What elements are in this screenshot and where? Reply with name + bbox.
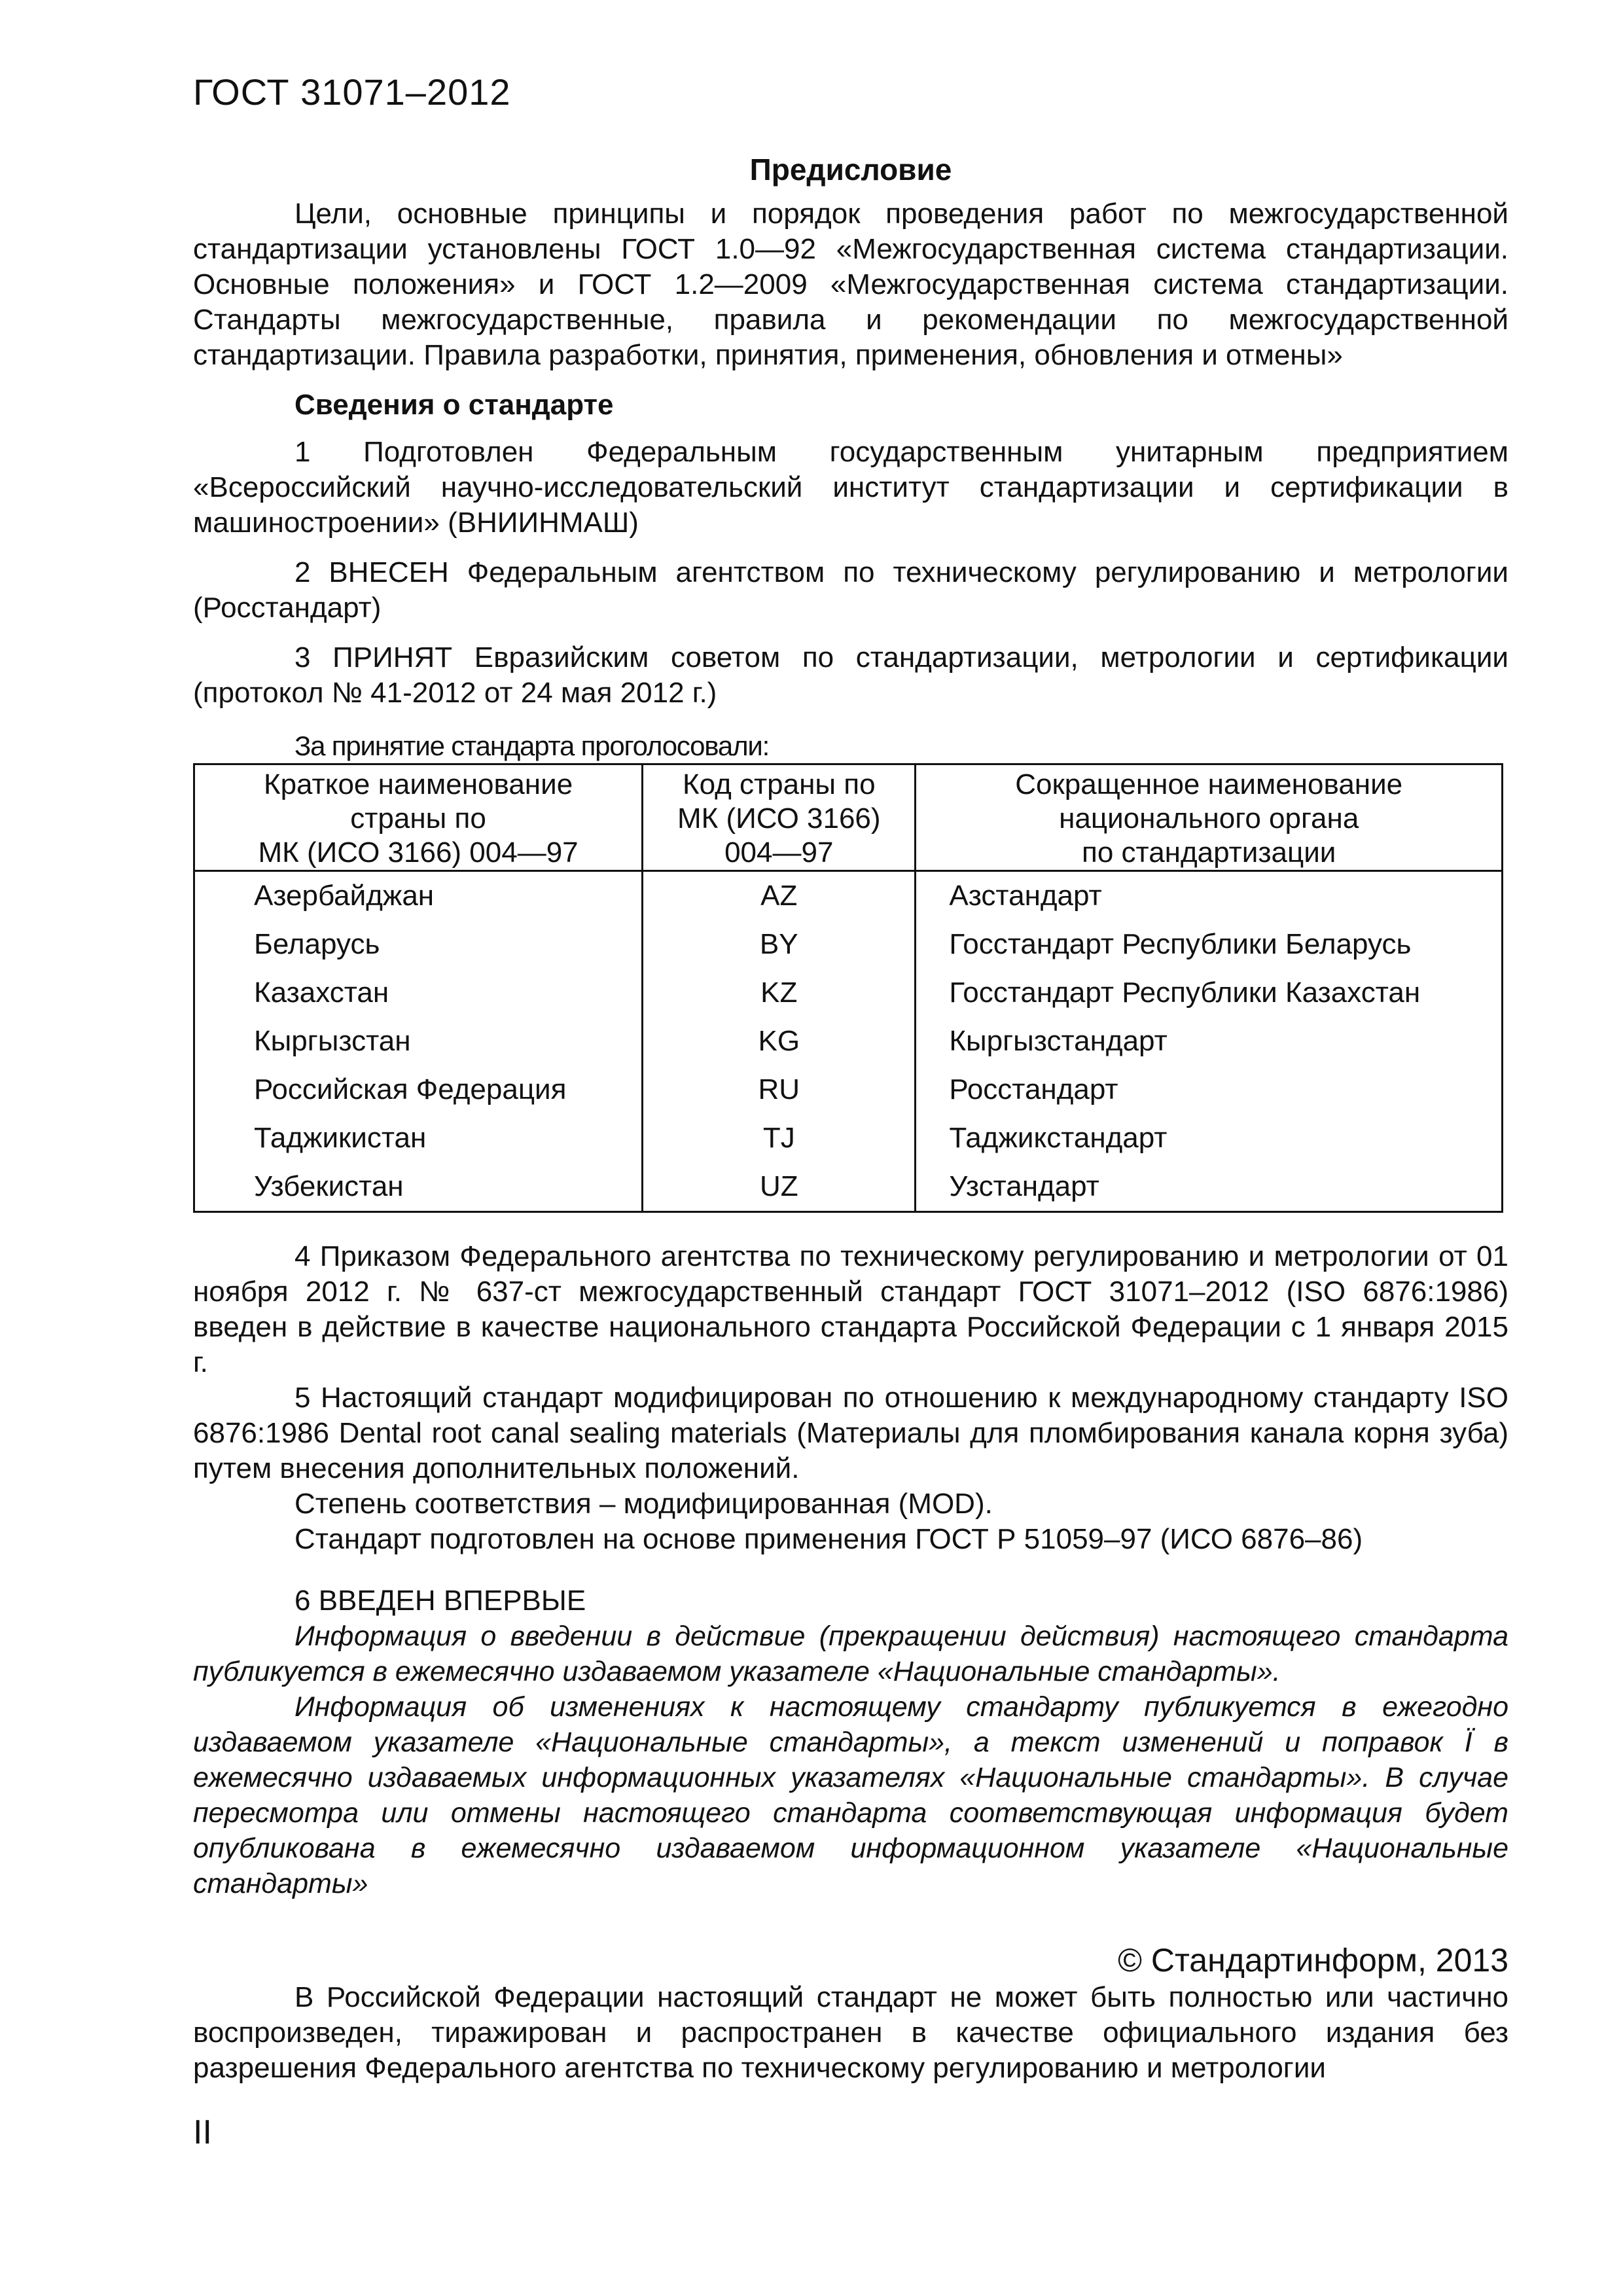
item-4-enactment: 4 Приказом Федерального агентства по техническому регулированию и метрологии от 01 ноября 2012 г. № 637-ст межгосударственный стандарт ГОСТ 31071–2012 (ISO 6876:1986) введен в действие в качестве национального стандарта Российской Федерации с 1 января 2015 г. (193, 1240, 1508, 1378)
country-name: Азербайджан (194, 871, 643, 921)
preface-intro: Цели, основные принципы и порядок проведения работ по межгосударственной стандартизации установлены ГОСТ 1.0—92 «Межгосударственная система стандартизации. Основные положения» и ГОСТ 1.2—2009 «Межгосударственная система стандартизации. Стандарты межгосударственные, правила и рекомендации по межгосударственной стандартизации. Правила разработки, принятия, применения, обновления и отмены» (193, 198, 1508, 371)
table-row (194, 1066, 1503, 1114)
standards-body: Госстандарт Республики Казахстан (916, 969, 1503, 1017)
member-states-table (193, 763, 1503, 1213)
header-line: по стандартизации (1082, 836, 1336, 869)
country-code: AZ (643, 871, 916, 921)
reproduction-notice: В Российской Федерации настоящий стандарт не может быть полностью или частично воспроизведен, тиражирован и распространен в качестве официального издания без разрешения Федерального агентства по техническому регулированию и метрологии (193, 1981, 1508, 2084)
country-code: UZ (643, 1162, 916, 1212)
item-5-modification: 5 Настоящий стандарт модифицирован по отношению к международному стандарту ISO 6876:1986 Dental root canal sealing materials (Материалы для пломбирования канала корня зуба) путем внесения дополнительных положений. (193, 1382, 1508, 1484)
table-row (194, 920, 1503, 969)
copyright-line: © Стандартинформ, 2013 (1118, 1942, 1508, 1979)
header-country-code (643, 764, 916, 871)
country-code: BY (643, 920, 916, 969)
country-code: KG (643, 1017, 916, 1066)
header-standards-body (916, 764, 1503, 871)
note-amendments-info: Информация об изменениях к настоящему стандарту публикуется в ежегодно издаваемом указателе «Национальные стандарты», а текст изменений и поправок Ї в ежемесячно издаваемых информационных указателях «Национальные стандарты». В случае пересмотра или отмены настоящего стандарта соответствующая информация будет опубликована в ежемесячно издаваемом информационном указателе «Национальные стандарты» (193, 1691, 1508, 1899)
page-number: II (193, 2113, 212, 2151)
header-line: Сокращенное наименование (1015, 768, 1403, 800)
table-row (194, 1017, 1503, 1066)
document-body (193, 152, 1508, 2086)
info-item-1: 1 Подготовлен Федеральным государственным унитарным предприятием «Всероссийский научно-исследовательский институт стандартизации и сертификации в машиностроении» (ВНИИНМАШ) (193, 436, 1508, 539)
country-name: Узбекистан (194, 1162, 643, 1212)
info-item-2: 2 ВНЕСЕН Федеральным агентством по техническому регулированию и метрологии (Росстандарт) (193, 556, 1508, 624)
page-header-standard-id: ГОСТ 31071–2012 (193, 71, 511, 113)
header-line: страны по (350, 802, 486, 834)
standards-body: Таджикстандарт (916, 1114, 1503, 1162)
table-row (194, 1162, 1503, 1212)
table-row (194, 871, 1503, 921)
item-5-degree: Степень соответствия – модифицированная (MOD). (294, 1488, 993, 1520)
table-row (194, 1114, 1503, 1162)
info-title: Сведения о стандарте (294, 389, 614, 421)
country-name: Беларусь (194, 920, 643, 969)
country-code: RU (643, 1066, 916, 1114)
header-line: МК (ИСО 3166) (677, 802, 881, 834)
table-row (194, 969, 1503, 1017)
standards-body: Росстандарт (916, 1066, 1503, 1114)
item-5-basis: Стандарт подготовлен на основе применения ГОСТ Р 51059–97 (ИСО 6876–86) (294, 1523, 1363, 1555)
country-code: KZ (643, 969, 916, 1017)
country-name: Таджикистан (194, 1114, 643, 1162)
country-name: Кыргызстан (194, 1017, 643, 1066)
country-code: TJ (643, 1114, 916, 1162)
standards-body: Кыргызстандарт (916, 1017, 1503, 1066)
standards-body: Узстандарт (916, 1162, 1503, 1212)
header-line: национального органа (1059, 802, 1359, 834)
header-line: МК (ИСО 3166) 004—97 (258, 836, 579, 869)
vote-caption: За принятие стандарта проголосовали: (294, 730, 770, 761)
standards-body: Азстандарт (916, 871, 1503, 921)
header-line: 004—97 (724, 836, 834, 869)
note-publication-info: Информация о введении в действие (прекращении действия) настоящего стандарта публикуется в ежемесячно издаваемом указателе «Национальные стандарты». (193, 1621, 1508, 1687)
info-item-3: 3 ПРИНЯТ Евразийским советом по стандартизации, метрологии и сертификации (протокол № 41-2012 от 24 мая 2012 г.) (193, 641, 1508, 709)
header-line: Код страны по (682, 768, 876, 800)
country-name: Российская Федерация (194, 1066, 643, 1114)
table-header-row (194, 764, 1503, 871)
country-name: Казахстан (194, 969, 643, 1017)
header-line: Краткое наименование (263, 768, 573, 800)
standards-body: Госстандарт Республики Беларусь (916, 920, 1503, 969)
header-country-name (194, 764, 643, 871)
item-6-first-introduced: 6 ВВЕДЕН ВПЕРВЫЕ (294, 1585, 586, 1617)
preface-title: Предисловие (749, 152, 952, 187)
